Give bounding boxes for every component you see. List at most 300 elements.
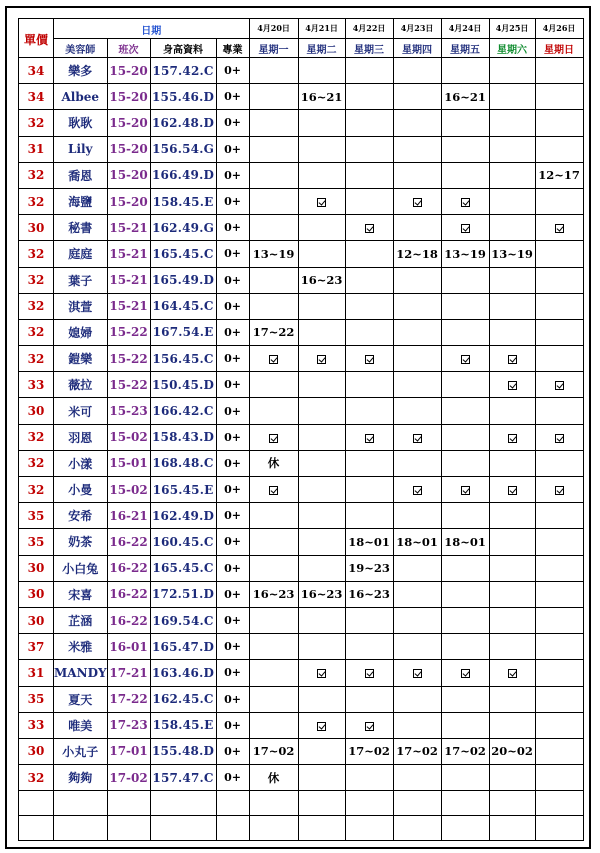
schedule-cell [489, 162, 535, 188]
stylist-header: 美容師 [54, 39, 108, 58]
schedule-cell [345, 346, 393, 372]
schedule-cell [535, 450, 583, 476]
class-time: 15-20 [107, 162, 150, 188]
schedule-cell [441, 424, 489, 450]
schedule-cell [298, 372, 345, 398]
checkbox-icon [317, 722, 326, 731]
class-time: 17-01 [107, 738, 150, 764]
table-row [19, 215, 584, 241]
schedule-cell [535, 581, 583, 607]
price-cell: 32 [19, 450, 54, 476]
schedule-cell [441, 477, 489, 503]
weekday-1: 星期二 [298, 39, 345, 58]
day-date-3: 4月23日 [393, 19, 441, 39]
stylist-name: 小丸子 [54, 738, 108, 764]
specialty-cell: 0+ [216, 398, 249, 424]
schedule-cell [345, 660, 393, 686]
checkbox-icon [461, 486, 470, 495]
schedule-cell: 16~21 [298, 84, 345, 110]
schedule-cell [535, 398, 583, 424]
schedule-cell [249, 503, 298, 529]
specialty-cell: 0+ [216, 503, 249, 529]
schedule-cell [298, 110, 345, 136]
specialty-cell: 0+ [216, 712, 249, 738]
table-row [19, 450, 584, 476]
price-cell: 30 [19, 607, 54, 633]
schedule-cell [489, 346, 535, 372]
schedule-cell: 17~02 [345, 738, 393, 764]
stylist-info: 156.54.G [150, 136, 216, 162]
schedule-cell [441, 555, 489, 581]
schedule-cell [298, 241, 345, 267]
specialty-cell: 0+ [216, 346, 249, 372]
table-row [19, 765, 584, 791]
stylist-name: MANDY [54, 660, 108, 686]
stylist-info: 162.48.D [150, 110, 216, 136]
class-time: 15-02 [107, 424, 150, 450]
stylist-name: 小曼 [54, 477, 108, 503]
weekday-6: 星期日 [535, 39, 583, 58]
schedule-cell [249, 346, 298, 372]
stylist-name: 淇萱 [54, 293, 108, 319]
table-row [19, 293, 584, 319]
schedule-cell [441, 581, 489, 607]
schedule-cell [345, 686, 393, 712]
class-time: 15-21 [107, 241, 150, 267]
empty-row [19, 816, 584, 841]
stylist-info: 165.49.D [150, 267, 216, 293]
class-time: 15-01 [107, 450, 150, 476]
price-cell: 32 [19, 424, 54, 450]
schedule-cell [345, 372, 393, 398]
specialty-cell: 0+ [216, 555, 249, 581]
checkbox-icon [461, 355, 470, 364]
class-time: 15-02 [107, 477, 150, 503]
schedule-cell [298, 712, 345, 738]
schedule-cell [393, 398, 441, 424]
stylist-info: 165.45.C [150, 555, 216, 581]
stylist-name: Albee [54, 84, 108, 110]
empty-cell [489, 816, 535, 841]
day-date-6: 4月26日 [535, 19, 583, 39]
schedule-cell [345, 712, 393, 738]
stylist-name: 米雅 [54, 634, 108, 660]
schedule-cell [249, 529, 298, 555]
schedule-cell [249, 660, 298, 686]
schedule-cell [489, 398, 535, 424]
schedule-cell [249, 634, 298, 660]
schedule-cell [535, 136, 583, 162]
schedule-cell [393, 424, 441, 450]
table-row [19, 398, 584, 424]
table-row [19, 503, 584, 529]
table-row [19, 110, 584, 136]
checkbox-icon [413, 486, 422, 495]
empty-cell [393, 791, 441, 816]
schedule-cell [249, 555, 298, 581]
schedule-cell: 13~19 [441, 241, 489, 267]
specialty-cell: 0+ [216, 607, 249, 633]
schedule-cell [298, 660, 345, 686]
schedule-cell: 18~01 [345, 529, 393, 555]
schedule-cell [489, 765, 535, 791]
price-cell: 32 [19, 188, 54, 214]
schedule-cell [345, 110, 393, 136]
stylist-info: 168.48.C [150, 450, 216, 476]
schedule-cell [345, 319, 393, 345]
stylist-info: 162.49.D [150, 503, 216, 529]
schedule-cell [298, 58, 345, 84]
stylist-name: 鎧樂 [54, 346, 108, 372]
schedule-cell: 17~02 [249, 738, 298, 764]
class-time: 15-21 [107, 293, 150, 319]
schedule-cell [489, 58, 535, 84]
schedule-cell [441, 293, 489, 319]
schedule-cell: 13~19 [489, 241, 535, 267]
schedule-cell [345, 84, 393, 110]
checkbox-icon [317, 669, 326, 678]
weekday-4: 星期五 [441, 39, 489, 58]
stylist-info: 167.54.E [150, 319, 216, 345]
schedule-cell [489, 581, 535, 607]
stylist-info: 172.51.D [150, 581, 216, 607]
class-time: 15-22 [107, 372, 150, 398]
checkbox-icon [461, 224, 470, 233]
stylist-info: 158.45.E [150, 712, 216, 738]
schedule-cell [393, 293, 441, 319]
stylist-name: 夠夠 [54, 765, 108, 791]
schedule-cell [298, 738, 345, 764]
schedule-cell [489, 188, 535, 214]
schedule-cell [249, 58, 298, 84]
table-row [19, 477, 584, 503]
schedule-cell [489, 634, 535, 660]
empty-cell [19, 816, 54, 841]
checkbox-icon [365, 355, 374, 364]
checkbox-icon [461, 669, 470, 678]
schedule-cell [345, 215, 393, 241]
schedule-cell: 18~01 [393, 529, 441, 555]
empty-cell [19, 791, 54, 816]
weekday-3: 星期四 [393, 39, 441, 58]
checkbox-icon [413, 669, 422, 678]
price-cell: 33 [19, 712, 54, 738]
schedule-cell [393, 84, 441, 110]
date-header-label: 日期 [141, 26, 162, 37]
checkbox-icon [413, 434, 422, 443]
schedule-cell [393, 607, 441, 633]
checkbox-icon [365, 669, 374, 678]
schedule-cell [489, 319, 535, 345]
schedule-cell [249, 293, 298, 319]
schedule-cell [441, 398, 489, 424]
schedule-cell: 12~17 [535, 162, 583, 188]
stylist-info: 156.45.C [150, 346, 216, 372]
specialty-cell: 0+ [216, 84, 249, 110]
schedule-cell [489, 529, 535, 555]
schedule-cell [489, 267, 535, 293]
checkbox-icon [461, 198, 470, 207]
schedule-cell [535, 372, 583, 398]
price-cell: 33 [19, 372, 54, 398]
specialty-cell: 0+ [216, 529, 249, 555]
empty-cell [489, 791, 535, 816]
stylist-info: 163.46.D [150, 660, 216, 686]
schedule-cell [298, 162, 345, 188]
specialty-cell: 0+ [216, 293, 249, 319]
price-cell: 30 [19, 398, 54, 424]
schedule-cell [441, 712, 489, 738]
class-time: 15-20 [107, 110, 150, 136]
schedule-cell [249, 162, 298, 188]
schedule-table [18, 18, 584, 841]
schedule-cell [298, 450, 345, 476]
specialty-cell: 0+ [216, 162, 249, 188]
schedule-cell [535, 84, 583, 110]
schedule-cell [393, 110, 441, 136]
table-row [19, 634, 584, 660]
checkbox-icon [508, 434, 517, 443]
schedule-cell [249, 398, 298, 424]
stylist-name: 小白兔 [54, 555, 108, 581]
stylist-info: 158.45.E [150, 188, 216, 214]
stylist-info: 155.46.D [150, 84, 216, 110]
schedule-cell [489, 607, 535, 633]
schedule-cell [441, 110, 489, 136]
checkbox-icon [317, 198, 326, 207]
table-row [19, 660, 584, 686]
stylist-name: 芷涵 [54, 607, 108, 633]
schedule-cell [441, 58, 489, 84]
empty-cell [535, 816, 583, 841]
schedule-cell [249, 188, 298, 214]
day-date-2: 4月22日 [345, 19, 393, 39]
schedule-cell [441, 765, 489, 791]
schedule-cell [393, 503, 441, 529]
schedule-cell [393, 162, 441, 188]
schedule-cell [393, 581, 441, 607]
stylist-name: 羽恩 [54, 424, 108, 450]
class-time: 15-22 [107, 346, 150, 372]
stylist-name: 海鹽 [54, 188, 108, 214]
schedule-cell: 16~21 [441, 84, 489, 110]
empty-cell [249, 816, 298, 841]
schedule-cell [298, 188, 345, 214]
schedule-cell [249, 215, 298, 241]
class-time: 15-21 [107, 267, 150, 293]
class-time: 15-20 [107, 188, 150, 214]
schedule-cell: 17~22 [249, 319, 298, 345]
empty-cell [393, 816, 441, 841]
schedule-cell [393, 477, 441, 503]
schedule-cell [249, 477, 298, 503]
schedule-cell [535, 634, 583, 660]
class-time: 16-22 [107, 607, 150, 633]
stylist-name: 安希 [54, 503, 108, 529]
price-cell: 31 [19, 660, 54, 686]
empty-cell [216, 816, 249, 841]
empty-cell [441, 816, 489, 841]
schedule-cell [489, 712, 535, 738]
table-row [19, 581, 584, 607]
price-cell: 32 [19, 293, 54, 319]
schedule-cell [298, 607, 345, 633]
schedule-cell [393, 634, 441, 660]
stylist-info: 155.48.D [150, 738, 216, 764]
schedule-cell: 休 [249, 765, 298, 791]
table-row [19, 529, 584, 555]
schedule-cell [489, 136, 535, 162]
schedule-cell [345, 450, 393, 476]
schedule-cell [489, 110, 535, 136]
price-cell: 32 [19, 110, 54, 136]
stylist-info: 160.45.C [150, 529, 216, 555]
checkbox-icon [508, 381, 517, 390]
table-row [19, 319, 584, 345]
stylist-info: 166.49.D [150, 162, 216, 188]
stylist-info: 157.42.C [150, 58, 216, 84]
schedule-cell [535, 765, 583, 791]
checkbox-icon [365, 434, 374, 443]
stylist-name: 夏天 [54, 686, 108, 712]
empty-cell [54, 816, 108, 841]
price-cell: 30 [19, 581, 54, 607]
schedule-cell [535, 686, 583, 712]
price-header-label: 單價 [23, 32, 48, 47]
schedule-cell [535, 293, 583, 319]
schedule-cell [535, 477, 583, 503]
schedule-cell [393, 660, 441, 686]
table-row [19, 346, 584, 372]
schedule-cell [441, 607, 489, 633]
specialty-cell: 0+ [216, 110, 249, 136]
specialty-cell: 0+ [216, 765, 249, 791]
schedule-cell [535, 319, 583, 345]
specialty-cell: 0+ [216, 581, 249, 607]
stylist-info: 162.45.C [150, 686, 216, 712]
schedule-cell [393, 188, 441, 214]
table-row [19, 162, 584, 188]
schedule-cell [393, 450, 441, 476]
weekday-5: 星期六 [489, 39, 535, 58]
schedule-cell [249, 424, 298, 450]
schedule-cell [441, 319, 489, 345]
specialty-cell: 0+ [216, 241, 249, 267]
schedule-cell [298, 634, 345, 660]
empty-cell [345, 816, 393, 841]
stylist-info: 166.42.C [150, 398, 216, 424]
price-cell: 37 [19, 634, 54, 660]
table-row [19, 424, 584, 450]
schedule-cell [298, 424, 345, 450]
stylist-name: 樂多 [54, 58, 108, 84]
schedule-cell: 休 [249, 450, 298, 476]
schedule-cell [393, 372, 441, 398]
schedule-cell [393, 136, 441, 162]
schedule-cell [393, 765, 441, 791]
schedule-cell [345, 634, 393, 660]
schedule-cell [489, 424, 535, 450]
schedule-cell [298, 503, 345, 529]
schedule-body [19, 58, 584, 841]
schedule-cell [489, 477, 535, 503]
schedule-cell [249, 712, 298, 738]
specialty-cell: 0+ [216, 136, 249, 162]
schedule-cell [298, 136, 345, 162]
schedule-cell [298, 477, 345, 503]
schedule-cell [441, 188, 489, 214]
weekday-0: 星期一 [249, 39, 298, 58]
schedule-cell [489, 293, 535, 319]
specialty-header: 專業 [216, 39, 249, 58]
schedule-cell [345, 267, 393, 293]
stylist-name: 耿耿 [54, 110, 108, 136]
specialty-cell: 0+ [216, 660, 249, 686]
schedule-cell [535, 215, 583, 241]
schedule-cell [249, 267, 298, 293]
stylist-info: 157.47.C [150, 765, 216, 791]
price-cell: 32 [19, 765, 54, 791]
schedule-cell [535, 607, 583, 633]
weekday-2: 星期三 [345, 39, 393, 58]
schedule-cell [298, 398, 345, 424]
schedule-cell [535, 241, 583, 267]
empty-cell [298, 816, 345, 841]
schedule-cell [249, 136, 298, 162]
checkbox-icon [317, 355, 326, 364]
table-row [19, 58, 584, 84]
checkbox-icon [269, 355, 278, 364]
stylist-name: 葉子 [54, 267, 108, 293]
stylist-name: 喬恩 [54, 162, 108, 188]
schedule-cell [489, 503, 535, 529]
schedule-cell [345, 503, 393, 529]
schedule-cell [535, 529, 583, 555]
checkbox-icon [555, 381, 564, 390]
schedule-cell: 16~23 [298, 267, 345, 293]
empty-cell [150, 816, 216, 841]
stylist-info: 169.54.C [150, 607, 216, 633]
stylist-info: 165.45.C [150, 241, 216, 267]
schedule-cell [345, 765, 393, 791]
class-time: 17-22 [107, 686, 150, 712]
schedule-cell [441, 686, 489, 712]
checkbox-icon [555, 434, 564, 443]
stylist-info: 150.45.D [150, 372, 216, 398]
schedule-cell [441, 660, 489, 686]
schedule-cell [345, 162, 393, 188]
checkbox-icon [269, 434, 278, 443]
schedule-cell [489, 84, 535, 110]
class-time: 15-20 [107, 58, 150, 84]
stylist-info: 164.45.C [150, 293, 216, 319]
schedule-cell [249, 686, 298, 712]
class-time: 17-02 [107, 765, 150, 791]
checkbox-icon [508, 669, 517, 678]
empty-cell [107, 791, 150, 816]
schedule-cell [535, 58, 583, 84]
day-date-4: 4月24日 [441, 19, 489, 39]
table-row [19, 686, 584, 712]
price-cell: 32 [19, 346, 54, 372]
class-time: 16-21 [107, 503, 150, 529]
specialty-cell: 0+ [216, 372, 249, 398]
specialty-cell: 0+ [216, 686, 249, 712]
checkbox-icon [555, 486, 564, 495]
price-cell: 31 [19, 136, 54, 162]
class-time: 16-22 [107, 581, 150, 607]
specialty-cell: 0+ [216, 267, 249, 293]
